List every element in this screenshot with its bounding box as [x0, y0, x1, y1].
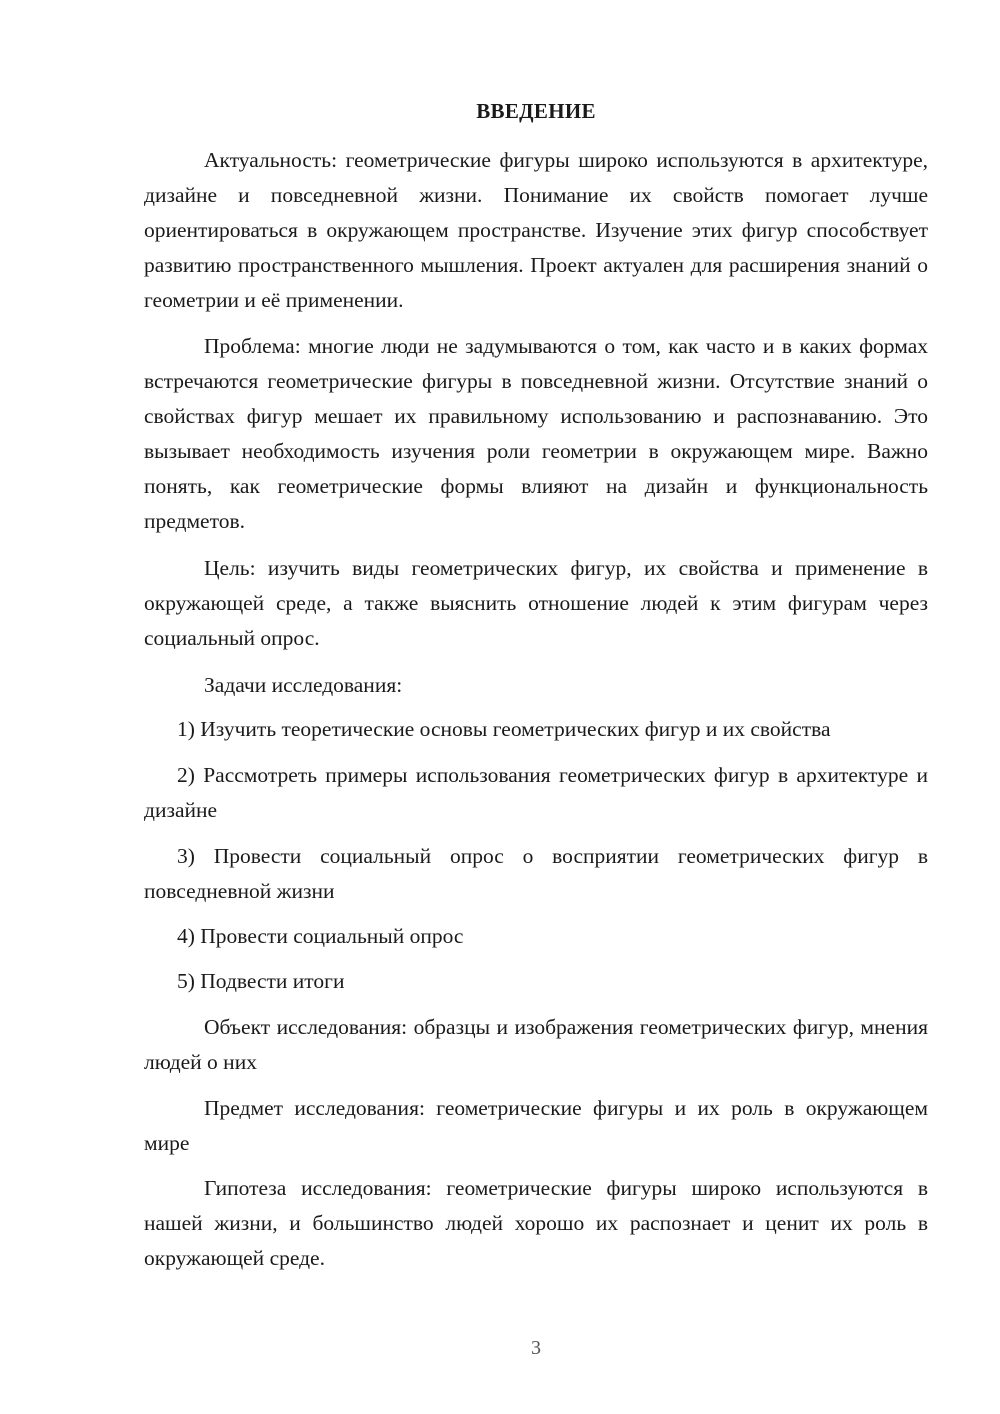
- task-item-4: 4) Провести социальный опрос: [177, 924, 464, 948]
- problem-paragraph: Проблема: многие люди не задумываются о том, как часто и в каких формах встречаются геометрические фигуры в повседневной жизни. Отсутствие знаний о свойствах фигур мешает их правильному использованию и распознаванию. Это вызывает необходимость изучения роли геометрии в окружающем мире. Важно понять, как геометрические формы влияют на дизайн и функциональность предметов.: [144, 334, 928, 533]
- object-paragraph: Объект исследования: образцы и изображения геометрических фигур, мнения людей о них: [144, 1015, 928, 1074]
- document-page: [144, 0, 928, 1414]
- task-item-1: 1) Изучить теоретические основы геометрических фигур и их свойства: [177, 717, 831, 741]
- relevance-paragraph: Актуальность: геометрические фигуры широко используются в архитектуре, дизайне и повседневной жизни. Понимание их свойств помогает лучше ориентироваться в окружающем пространстве. Изучение этих фигур способствует развитию пространственного мышления. Проект актуален для расширения знаний о геометрии и её применении.: [144, 148, 928, 312]
- page-number: 3: [531, 1337, 541, 1359]
- section-title: ВВЕДЕНИЕ: [476, 99, 596, 123]
- subject-paragraph: Предмет исследования: геометрические фигуры и их роль в окружающем мире: [144, 1096, 928, 1155]
- goal-paragraph: Цель: изучить виды геометрических фигур, их свойства и применение в окружающей среде, а также выяснить отношение людей к этим фигурам через социальный опрос.: [144, 556, 928, 650]
- tasks-heading: Задачи исследования:: [204, 673, 403, 697]
- task-item-5: 5) Подвести итоги: [177, 969, 345, 993]
- task-item-2: 2) Рассмотреть примеры использования геометрических фигур в архитектуре и дизайне: [144, 763, 928, 822]
- task-item-3: 3) Провести социальный опрос о восприятии геометрических фигур в повседневной жизни: [144, 844, 928, 903]
- hypothesis-paragraph: Гипотеза исследования: геометрические фигуры широко используются в нашей жизни, и большинство людей хорошо их распознает и ценит их роль в окружающей среде.: [144, 1176, 928, 1270]
